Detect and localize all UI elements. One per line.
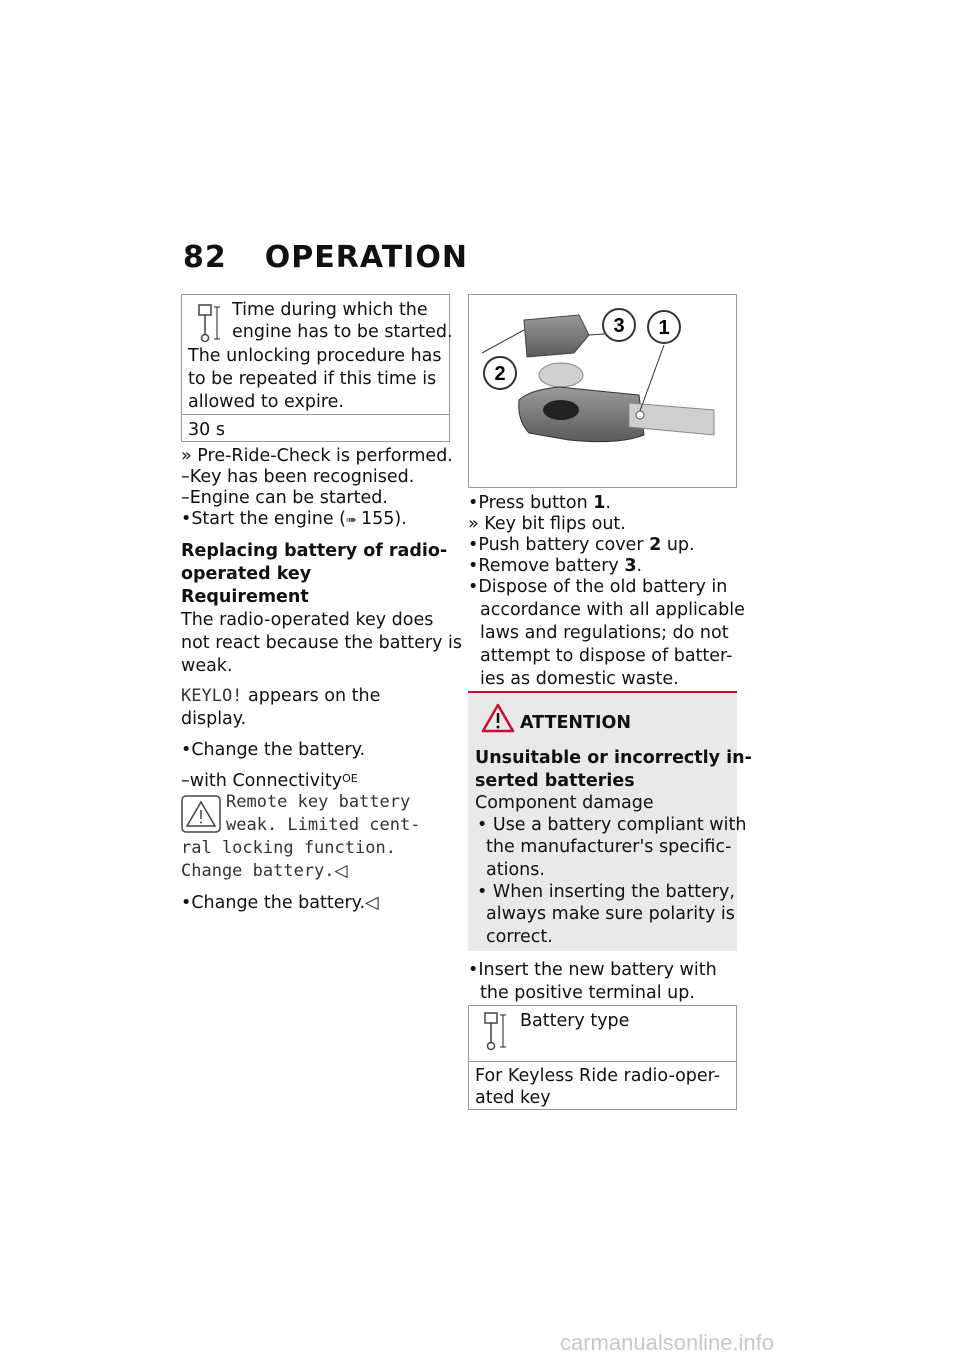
warning-message: Change battery. [181, 861, 335, 881]
oe-superscript: OE [342, 772, 358, 785]
attention-bullet: • Use a battery compliant with [477, 815, 747, 835]
battery-type-value: ated key [475, 1088, 551, 1108]
display-code: KEYLO! [181, 686, 243, 706]
result-line: –Key has been recognised. [181, 467, 415, 487]
dispose-line: ies as domestic waste. [480, 669, 679, 689]
change-battery-step: •Change the battery. [181, 740, 366, 760]
attention-sub: Component damage [475, 793, 654, 813]
spec-line: Time during which the [232, 300, 428, 320]
step-push-cover: •Push battery cover 2 up. [468, 535, 695, 555]
start-engine-text: •Start the engine ( [181, 509, 346, 529]
attention-heading: serted batteries [475, 771, 635, 791]
connectivity-line [181, 770, 358, 792]
connectivity-text: –with Connectivity [181, 771, 343, 791]
warning-message: ral locking function. [181, 838, 396, 858]
battery-cover-icon [524, 315, 589, 357]
insert-line: •Insert the new battery with [468, 960, 717, 980]
gauge-spec-icon [197, 303, 223, 345]
watermark: carmanualsonline.info [560, 1330, 775, 1355]
spec-line: to be repeated if this time is [188, 369, 437, 389]
page-number: 82 [183, 240, 227, 275]
keylo-text: appears on the [242, 686, 381, 706]
insert-line: the positive terminal up. [480, 983, 695, 1003]
dispose-line: •Dispose of the old battery in [468, 577, 728, 597]
page-ref[interactable]: 155). [361, 509, 407, 529]
attention-bullet: ations. [486, 860, 545, 880]
step-remove-battery: •Remove battery 3. [468, 556, 643, 576]
battery-type-label: Battery type [520, 1011, 630, 1031]
warning-triangle-icon [481, 703, 515, 733]
end-mark: ◁ [334, 861, 348, 881]
keylo-line [181, 685, 380, 707]
key-illustration [468, 294, 737, 488]
dispose-line: laws and regulations; do not [480, 623, 729, 643]
step-press-button: •Press button 1. [468, 493, 611, 513]
req-text: weak. [181, 656, 233, 676]
arrow-ref-icon: ➠ [346, 513, 362, 528]
attention-heading: Unsuitable or incorrectly in- [475, 748, 752, 768]
figure-label: 2 [494, 363, 506, 385]
key-battery-figure [469, 295, 736, 487]
spec-line: The unlocking procedure has [188, 346, 442, 366]
warning-message: Remote key battery [226, 792, 411, 812]
figure-label: 3 [613, 315, 625, 337]
requirement-heading: Requirement [181, 587, 309, 607]
spec-line: allowed to expire. [188, 392, 344, 412]
page-header [183, 240, 468, 275]
battery-type-value: For Keyless Ride radio-oper- [475, 1066, 721, 1086]
attention-bullet: the manufacturer's specific- [486, 837, 732, 857]
warning-message-last [181, 861, 348, 881]
attention-bullet: always make sure polarity is [486, 904, 735, 924]
section-heading: operated key [181, 564, 312, 584]
step-key-flips: » Key bit flips out. [468, 514, 626, 534]
dispose-line: attempt to dispose of batter- [480, 646, 733, 666]
req-text: The radio-operated key does [181, 610, 434, 630]
result-line: –Engine can be started. [181, 488, 388, 508]
req-text: not react because the battery is [181, 633, 463, 653]
attention-bullet: correct. [486, 927, 553, 947]
attention-title: ATTENTION [520, 713, 632, 733]
change-battery-step: •Change the battery.◁ [181, 893, 379, 913]
section-title: OPERATION [264, 240, 468, 275]
attention-bullet: • When inserting the battery, [477, 882, 735, 902]
section-heading: Replacing battery of radio- [181, 541, 448, 561]
figure-label: 1 [658, 317, 670, 339]
spec-line: engine has to be started. [232, 322, 453, 342]
keylo-text: display. [181, 709, 247, 729]
start-engine-step [181, 508, 407, 532]
dispose-line: accordance with all applicable [480, 600, 745, 620]
warning-message: weak. Limited cent- [226, 815, 421, 835]
key-fob-icon [519, 387, 644, 442]
gauge-spec-icon [483, 1011, 509, 1053]
coin-battery-icon [539, 363, 583, 387]
warning-display-icon [181, 795, 221, 833]
result-line: » Pre-Ride-Check is performed. [181, 446, 453, 466]
spec-value: 30 s [188, 420, 225, 440]
